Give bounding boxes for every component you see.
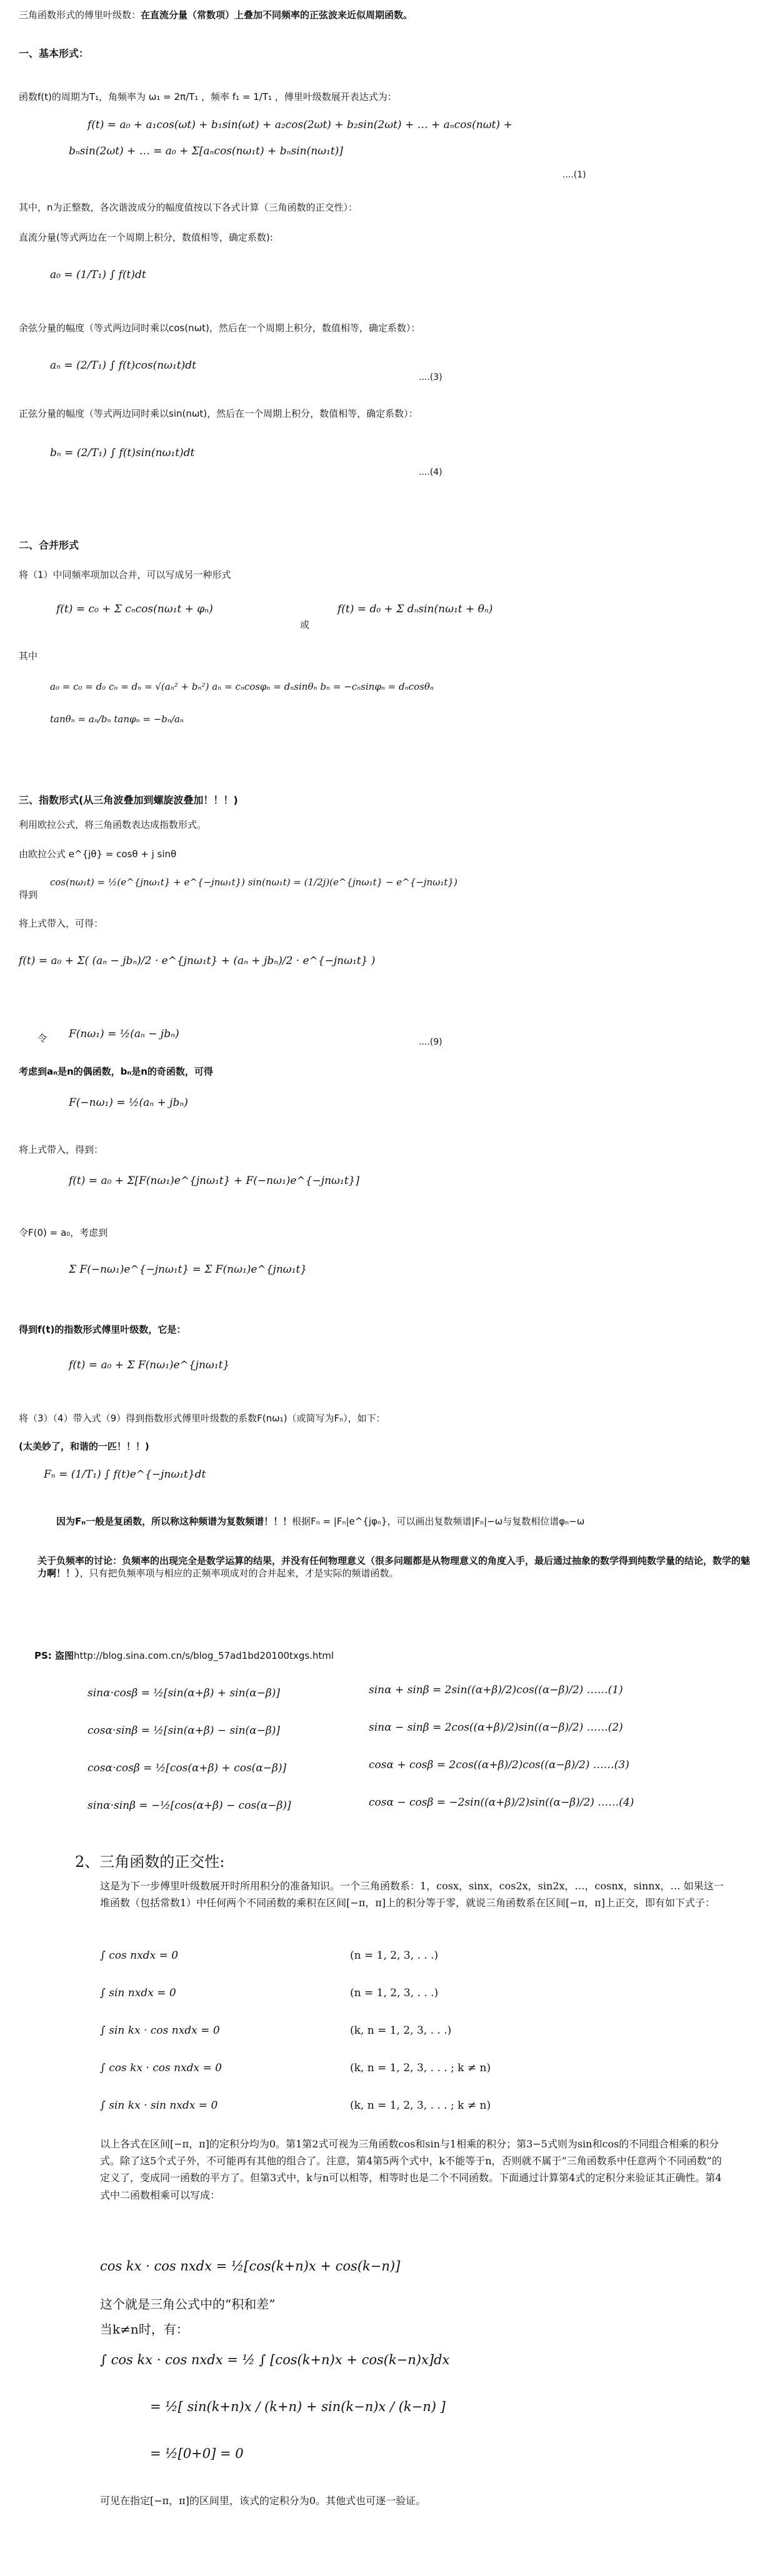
s3-heading: 三、指数形式(从三角波叠加到螺旋波叠加！！！) [19, 794, 238, 806]
s3-wonder: (太美妙了，和谐的一匹！！！) [19, 1441, 149, 1452]
eq1-number: ....(1) [562, 170, 586, 180]
sum-formula-4: cosα − cosβ = −2sin((α+β)/2)sin((α−β)/2) ……(4) [369, 1796, 634, 1809]
orth-p1: 这是为下一步傅里叶级数展开时所用积分的准备知识。一个三角函数系：1，cosx，sinx，cos2x，sin2x，…，cosnx，sinnx，… 如果这一堆函数（包括常数1）中任何两个不同函数的乘积在区间[−π，π]上的积分等于零，就说三角函数系在区间[−π，π]上正交，即有如下式子： [100, 1880, 724, 1909]
orth-p4: 当k≠n时，有： [100, 2322, 189, 2337]
orth-eq-4: ∫ cos kx · cos nxdx = 0 [100, 2062, 222, 2074]
s3-eq-sub: f(t) = a₀ + Σ( (aₙ − jbₙ)/2 · e^{jnω₁t} + (aₙ + jbₙ)/2 · e^{−jnω₁t} ) [19, 955, 376, 967]
s3-complex-spectrum [56, 1515, 762, 1528]
prod-formula-1: sinα·cosβ = ½[sin(α+β) + sin(α−β)] [88, 1687, 281, 1699]
orth-p5: 可见在指定[−π，π]的区间里，该式的定积分为0。其他式也可逐一验证。 [100, 2495, 426, 2507]
s1-definition: 函数f(t)的周期为T₁，角频率为 ω₁ = 2π/T₁ ，频率 f₁ = 1/T₁ ，傅里叶级数展开表达式为： [19, 91, 397, 102]
s3-negative-freq [38, 1554, 756, 1580]
sum-formula-2: sinα − sinβ = 2cos((α+β)/2)sin((α−β)/2) ……(2) [369, 1721, 623, 1734]
dc-equation: a₀ = (1/T₁) ∫ f(t)dt [50, 269, 146, 281]
orth-p2: 以上各式在区间[−π，π]的定积分均为0。第1第2式可视为三角函数cos和sin与1相乘的积分；第3−5式则为sin和cos的不同组合相乘的积分式。除了这5个式子外，不可能再有其他的组合了。注意，第4第5两个式中，k不能等于n，否则就不属于“三角函数系中任意两个不同函数”的定义了，变成同一函数的平方了。但第3式中，k与n可以相等，相等时也是二个不同函数。下面通过计算第4式的定积分来验证其正确性。第4式中二函数相乘可以写成： [100, 2138, 722, 2201]
s1-note: 其中，n为正整数，各次谐波成分的幅度值按以下各式计算（三角函数的正交性）： [19, 202, 358, 213]
s3-coef-line: 将（3）（4）带入式（9）得到指数形式傅里叶级数的系数F(nω₁)（或简写为Fₙ），如下： [19, 1413, 386, 1424]
s3-l1: 利用欧拉公式，将三角函数表达成指数形式。 [19, 819, 207, 830]
sin-number: ....(4) [419, 467, 442, 477]
s2-heading: 二、合并形式 [19, 539, 79, 551]
sum-formula-3: cosα + cosβ = 2cos((α+β)/2)cos((α−β)/2) ……(3) [369, 1759, 629, 1771]
s2-tangent: tanθₙ = aₙ/bₙ tanφₙ = −bₙ/aₙ [50, 714, 184, 725]
s3-sub-line: 将上式带入，可得： [19, 918, 104, 929]
eq1-line-b: bₙsin(2ωt) + … = a₀ + Σ[aₙcos(nω₁t) + bₙsin(nω₁t)] [69, 145, 343, 157]
s3-eq-F: F(nω₁) = ½(aₙ − jbₙ) [69, 1028, 179, 1040]
s2-where: 其中 [19, 650, 38, 662]
dc-label: 直流分量(等式两边在一个周期上积分，数值相等，确定系数): [19, 232, 273, 243]
orth-cond-5: (k, n = 1, 2, 3, . . . ; k ≠ n) [350, 2099, 491, 2112]
cos-label: 余弦分量的幅度（等式两边同时乘以cos(nωt)，然后在一个周期上积分，数值相等，确定系数）： [19, 322, 421, 334]
s3-got: 得到 [19, 889, 38, 900]
s2-eq-sin: f(t) = d₀ + Σ dₙsin(nω₁t + θₙ) [338, 603, 493, 615]
s3-F0: 令F(0) = a₀，考虑到 [19, 1227, 108, 1238]
ps-label: PS: 盗图 [34, 1650, 74, 1661]
intro-bold: 在直流分量（常数项）上叠加不同频率的正弦波来近似周期函数。 [141, 9, 413, 21]
orth-heading: 2、三角函数的正交性: [75, 1853, 225, 1871]
s3-parity: 考虑到aₙ是n的偶函数，bₙ是n的奇函数，可得 [19, 1066, 213, 1077]
s2-eq-cos: f(t) = c₀ + Σ cₙcos(nω₁t + φₙ) [56, 603, 213, 615]
orth-eq-1: ∫ cos nxdx = 0 [100, 1949, 179, 1962]
s3-eq-F-number: ....(9) [419, 1037, 442, 1047]
orth-eq-b: ∫ cos kx · cos nxdx = ½ ∫ [cos(k+n)x + cos(k−n)x]dx [100, 2352, 450, 2367]
s3-complex-bold: 因为Fₙ一般是复函数，所以称这种频谱为复数频谱！！！ [56, 1516, 292, 1527]
sum-formula-1: sinα + sinβ = 2sin((α+β)/2)cos((α−β)/2) ……(1) [369, 1684, 623, 1696]
s3-eq-exp: f(t) = a₀ + Σ F(nω₁)e^{jnω₁t} [69, 1359, 230, 1371]
s3-sub2: 将上式带入，得到： [19, 1144, 104, 1155]
orth-eq-a: cos kx · cos nxdx = ½[cos(k+n)x + cos(k−n)] [100, 2259, 401, 2274]
intro-line [19, 9, 756, 21]
prod-formula-2: cosα·sinβ = ½[sin(α+β) − sin(α−β)] [88, 1724, 281, 1737]
s3-eq-Fn: Fₙ = (1/T₁) ∫ f(t)e^{−jnω₁t}dt [44, 1468, 206, 1481]
orth-cond-2: (n = 1, 2, 3, . . .) [350, 1987, 439, 1999]
s3-eq-comb: f(t) = a₀ + Σ[F(nω₁)e^{jnω₁t} + F(−nω₁)e^{−jnω₁t}] [69, 1175, 359, 1187]
ps-link[interactable]: http://blog.sina.com.cn/s/blog_57ad1bd20100txgs.html [74, 1650, 334, 1661]
s2-relations: a₀ = c₀ = d₀ cₙ = dₙ = √(aₙ² + bₙ²) aₙ = cₙcosφₙ = dₙsinθₙ bₙ = −cₙsinφₙ = dₙcosθₙ [50, 681, 434, 692]
s3-euler-line: 由欧拉公式 e^{jθ} = cosθ + j sinθ [19, 848, 177, 860]
prod-formula-3: cosα·cosβ = ½[cos(α+β) + cos(α−β)] [88, 1762, 287, 1774]
orth-p3: 这个就是三角公式中的“积和差” [100, 2297, 276, 2312]
ps-line [34, 1649, 772, 1662]
s3-exp-line: 得到f(t)的指数形式傅里叶级数，它是： [19, 1324, 186, 1335]
orth-eq-2: ∫ sin nxdx = 0 [100, 1987, 176, 1999]
s2-line: 将（1）中同频率项加以合并，可以写成另一种形式 [19, 569, 231, 580]
sin-label: 正弦分量的幅度（等式两边同时乘以sin(nωt)，然后在一个周期上积分，数值相等，确定系数）： [19, 408, 418, 419]
prod-formula-4: sinα·sinβ = −½[cos(α+β) − cos(α−β)] [88, 1799, 291, 1812]
orth-eq-5: ∫ sin kx · sin nxdx = 0 [100, 2099, 218, 2112]
s3-euler-eq: cos(nω₁t) = ½(e^{jnω₁t} + e^{−jnω₁t}) sin(nω₁t) = (1/2j)(e^{jnω₁t} − e^{−jnω₁t}) [50, 877, 458, 888]
s3-let: 令 [38, 1033, 48, 1044]
s1-heading: 一、基本形式： [19, 47, 89, 59]
cos-equation: aₙ = (2/T₁) ∫ f(t)cos(nω₁t)dt [50, 359, 197, 372]
intro-lead: 三角函数形式的傅里叶级数： [19, 9, 141, 21]
orth-cond-3: (k, n = 1, 2, 3, . . .) [350, 2024, 452, 2037]
orth-eq-3: ∫ sin kx · cos nxdx = 0 [100, 2024, 220, 2037]
sin-equation: bₙ = (2/T₁) ∫ f(t)sin(nω₁t)dt [50, 447, 195, 459]
orth-cond-4: (k, n = 1, 2, 3, . . . ; k ≠ n) [350, 2062, 491, 2074]
orth-eq-c: = ½[ sin(k+n)x / (k+n) + sin(k−n)x / (k−n) ] [150, 2399, 446, 2414]
orth-cond-1: (n = 1, 2, 3, . . .) [350, 1949, 439, 1962]
eq1-line-a: f(t) = a₀ + a₁cos(ωt) + b₁sin(ωt) + a₂cos(2ωt) + b₂sin(2ωt) + … + aₙcos(nωt) + [88, 119, 512, 131]
s2-or: 或 [300, 619, 310, 630]
s3-negfreq-rest: ，只有把负频率项与相应的正频率项成对的合并起来，才是实际的频谱函数。 [79, 1568, 399, 1579]
s3-eq-neg: Σ F(−nω₁)e^{−jnω₁t} = Σ F(nω₁)e^{jnω₁t} [69, 1263, 308, 1276]
s3-complex-rest: 根据Fₙ = |Fₙ|e^{jφₙ}，可以画出复数频谱|Fₙ|−ω与复数相位谱φₙ−ω [292, 1516, 585, 1527]
s3-negfreq-bold: 关于负频率的讨论：负频率的出现完全是数学运算的结果，并没有任何物理意义（很多问题都是从物理意义的角度入手，最后通过抽象的数学得到纯数学量的结论，数学的魅力啊！！） [38, 1555, 751, 1579]
s3-eq-Fneg: F(−nω₁) = ½(aₙ + jbₙ) [69, 1097, 188, 1109]
cos-number: ....(3) [419, 372, 442, 382]
orth-eq-d: = ½[0+0] = 0 [150, 2446, 244, 2461]
